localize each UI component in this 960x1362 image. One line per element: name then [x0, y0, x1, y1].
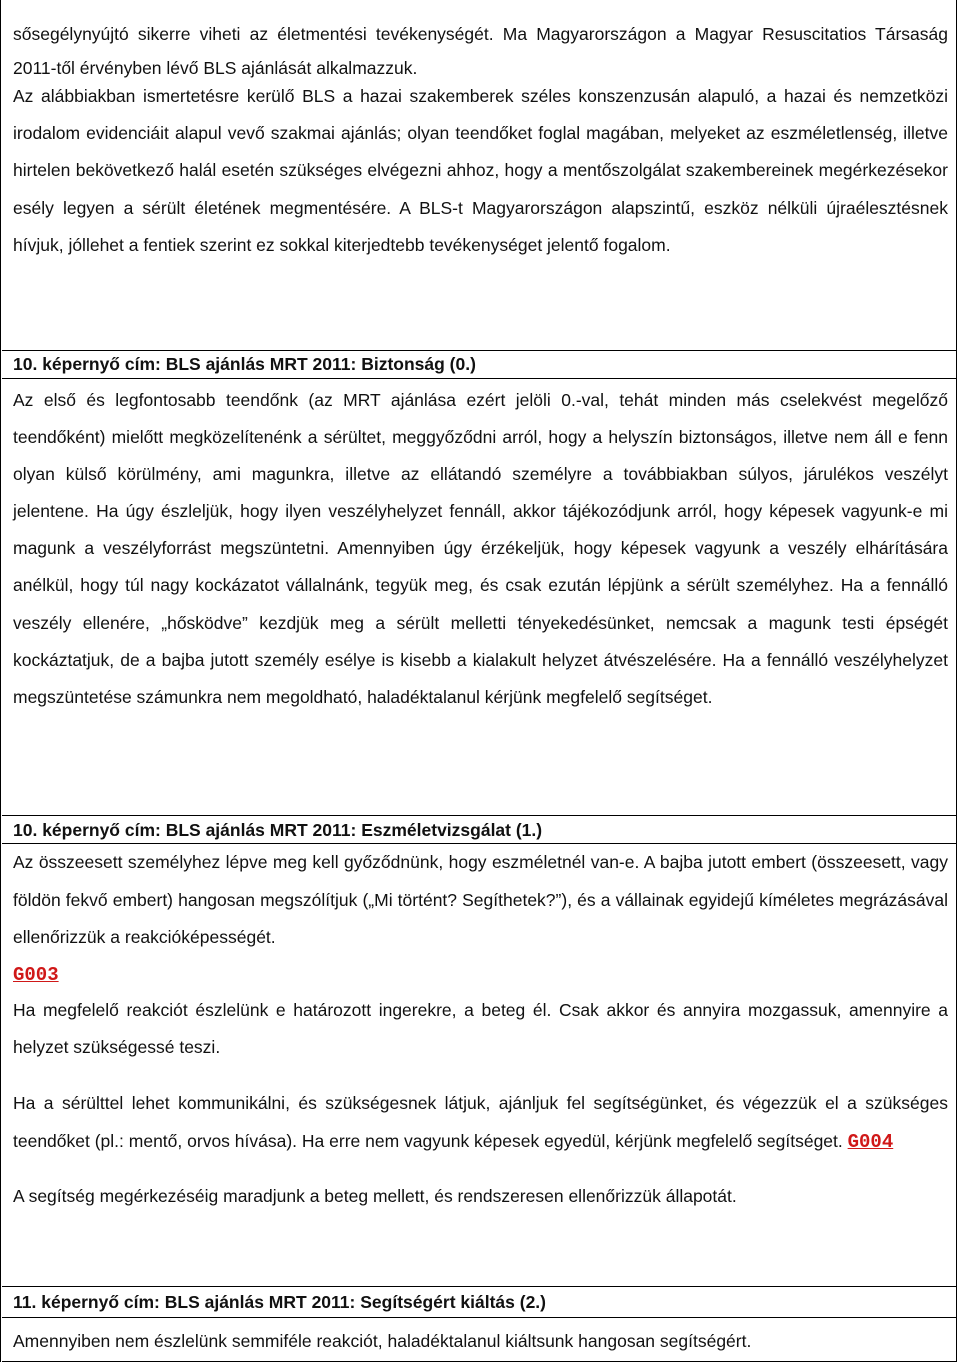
code-reference-g003: G003 — [13, 963, 59, 986]
heading-consciousness: 10. képernyő cím: BLS ajánlás MRT 2011: Eszméletvizsgálat (1.) — [13, 820, 543, 840]
consciousness-paragraph-4: A segítség megérkezéséig maradjunk a beteg mellett, és rendszeresen ellenőrizzük állapotát. — [13, 1185, 737, 1206]
intro-section — [2, 0, 957, 350]
consciousness-paragraph-1: Az összeesett személyhez lépve meg kell győződnünk, hogy eszméletnél van-e. A bajba jutott embert (összeesett, vagy földön fekvő embert) hangosan megszólítjuk („Mi történt? Segíthetek?”), és a vállainak egyidejű kíméletes megrázásával ellenőrizzük a reakcióképességét. — [13, 852, 948, 947]
heading-safety: 10. képernyő cím: BLS ajánlás MRT 2011: Biztonság (0.) — [13, 354, 476, 374]
code-line-1 — [13, 957, 948, 992]
help-paragraph: Amennyiben nem észlelünk semmiféle reakciót, haladéktalanul kiáltsunk hangosan segítségért. — [13, 1331, 752, 1351]
section-heading-help — [2, 1286, 957, 1316]
safety-section — [2, 378, 957, 814]
consciousness-section — [2, 843, 957, 1285]
intro-paragraph-1: sősegélynyújtó sikerre viheti az életmentési tevékenységét. Ma Magyarországon a Magyar Resuscitatios Társaság 2011-től érvényben lévő BLS ajánlását alkalmazzuk. — [13, 24, 948, 78]
intro-paragraph-2: Az alábbiakban ismertetésre kerülő BLS a hazai szakemberek széles konszenzusán alapuló, a hazai és nemzetközi irodalom evidenciáit alapul vevő szakmai ajánlás; olyan teendőket foglal magában, melyeket az eszméletlenség, illetve hirtelen bekövetkező halál esetén szükséges elvégezni ahhoz, hogy a mentőszolgálat szakembereinek megérkezésekor esély legyen a sérült életének megmentésére. A BLS-t Magyarországon alapszintű, eszköz nélküli újraélesztésnek hívjuk, jóllehet a fentiek szerint ez sokkal kiterjedtebb tevékenységet jelentő fogalom. — [13, 86, 948, 255]
consciousness-paragraph-3 — [13, 1084, 948, 1162]
section-heading-consciousness — [2, 815, 957, 842]
section-heading-safety — [2, 350, 957, 377]
code-reference-g004: G004 — [847, 1131, 894, 1153]
consciousness-paragraph-2: Ha megfelelő reakciót észlelünk e határozott ingerekre, a beteg él. Csak akkor és annyira mozgassuk, amennyire a helyzet szükségessé teszi. — [13, 999, 948, 1057]
consciousness-paragraph-3-text: Ha a sérülttel lehet kommunikálni, és szükségesnek látjuk, ajánljuk fel segítségünket, és végezzük el a szükséges teendőket (pl.: mentő, orvos hívása). Ha erre nem vagyunk képesek egyedül, kérjünk megfelelő segítséget. — [13, 1092, 948, 1151]
safety-paragraph: Az első és legfontosabb teendőnk (az MRT ajánlása ezért jelöli 0.-val, tehát minden más cselekvést megelőző teendőként) mielőtt megközelítenénk a sérültet, meggyőződni arról, hogy a helyszín biztonságos, illetve nem áll e fenn olyan külső körülmény, ami magunkra, illetve az ellátandó személyre a továbbiakban súlyos, járulékos veszélyt jelentene. Ha úgy észleljük, hogy ilyen veszélyhelyzet fennáll, akkor tájékozódjunk arról, hogy képesek vagyunk-e mi magunk a veszélyforrást megszüntetni. Amennyiben úgy érzékeljük, hogy képesek vagyunk a veszély elhárítására anélkül, hogy túl nagy kockázatot vállalnánk, tegyük meg, és csak ezután lépjünk a sérült személyhez. Ha a fennálló veszély ellenére, „hősködve” kezdjük meg a sérült melletti tényekedésünket, nemcsak a magunk testi épségét kockáztatjuk, de a bajba jutott személy esélye is kisebb a kialakult helyzet átvészelésére. Ha a fennálló veszélyhelyzet megszüntetése számunkra nem megoldható, haladéktalanul kérjünk megfelelő segítséget. — [13, 390, 948, 707]
heading-help: 11. képernyő cím: BLS ajánlás MRT 2011: Segítségért kiáltás (2.) — [13, 1292, 546, 1312]
help-section — [2, 1317, 957, 1362]
